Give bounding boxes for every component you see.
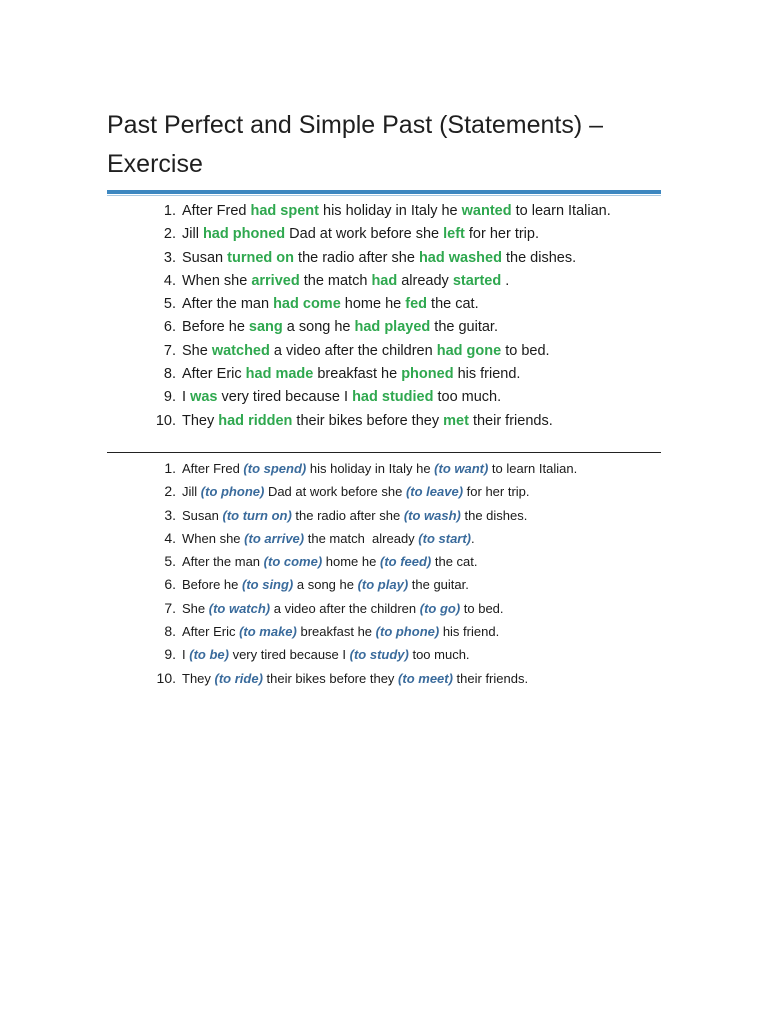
sentence-text: to learn Italian. (488, 461, 578, 476)
sentence-text: After the man (182, 554, 264, 570)
sentence-text: When she (182, 530, 245, 546)
sentence-text: the guitar. (408, 577, 469, 593)
sentence-text: After the man (182, 296, 274, 313)
sentence-text: for her trip. (464, 226, 539, 243)
list-number: 5. (164, 553, 176, 570)
sentence-text: the guitar. (430, 319, 498, 336)
verb-answer: had spent (250, 203, 319, 219)
exercise-item (150, 527, 577, 550)
list-number: 9. (163, 389, 176, 406)
sentence-text: the dishes. (501, 249, 577, 266)
sentence-text: home he (322, 554, 380, 570)
verb-answer: left (443, 226, 465, 243)
sentence-text: the dishes. (460, 507, 528, 523)
list-number: 7. (163, 342, 176, 359)
exercise-item (150, 667, 577, 690)
list-number: 10. (155, 412, 176, 429)
answer-item (150, 223, 611, 246)
sentence-text: Dad at work before she (264, 484, 406, 500)
sentence-text: his friend. (453, 366, 521, 383)
verb-hint: (to sing) (242, 577, 294, 593)
sentence-text: Susan (182, 507, 223, 523)
exercise-item (150, 480, 577, 503)
sentence-text: After Fred (182, 203, 251, 219)
sentence-text: a video after the children (270, 600, 420, 616)
verb-answer: wanted (461, 203, 512, 219)
verb-hint: (to make) (239, 624, 297, 640)
title-underline (107, 190, 661, 194)
sentence-text: She (182, 342, 212, 359)
exercise-item (150, 597, 577, 620)
list-number: 3. (163, 249, 176, 266)
answer-item (150, 386, 611, 409)
sentence-text: the cat. (427, 296, 479, 313)
exercise-item (150, 643, 577, 666)
page-title-line1: Past Perfect and Simple Past (Statements) – (107, 111, 604, 139)
answer-key-list (150, 200, 611, 433)
section-divider (107, 452, 661, 453)
sentence-text: too much. (408, 647, 470, 663)
verb-hint: (to spend) (243, 461, 307, 476)
sentence-text: Jill (182, 226, 203, 243)
sentence-text: She (182, 600, 209, 616)
verb-hint: (to leave) (405, 484, 464, 500)
sentence-text: . (471, 530, 475, 546)
sentence-text: I (182, 389, 191, 406)
verb-hint: (to phone) (375, 624, 440, 640)
sentence-text: his holiday in Italy he (318, 203, 462, 219)
sentence-text: breakfast he (296, 624, 376, 640)
sentence-text: They (182, 412, 219, 429)
sentence-text: his friend. (439, 624, 500, 640)
verb-answer: had played (354, 319, 431, 336)
verb-hint: (to want) (434, 461, 489, 476)
exercise-item (150, 550, 577, 573)
verb-answer: watched (211, 342, 270, 359)
verb-hint: (to meet) (398, 670, 453, 686)
sentence-text: already (397, 272, 453, 289)
sentence-text: their friends. (468, 412, 553, 429)
verb-hint: (to turn on) (222, 507, 292, 523)
verb-hint: (to come) (263, 554, 323, 570)
sentence-text: the match already (304, 530, 419, 546)
list-number: 1. (164, 460, 176, 476)
exercise-item (150, 457, 577, 480)
exercise-item (150, 620, 577, 643)
sentence-text: their bikes before they (262, 670, 399, 686)
answer-item (150, 340, 611, 363)
sentence-text: very tired because I (228, 647, 350, 663)
answer-item (150, 200, 611, 223)
sentence-text: a song he (293, 577, 358, 593)
sentence-text: to bed. (460, 600, 504, 616)
verb-answer: arrived (251, 272, 300, 289)
answer-item (150, 270, 611, 293)
verb-hint: (to feed) (379, 554, 432, 570)
sentence-text: very tired because I (217, 389, 353, 406)
answer-item (150, 293, 611, 316)
list-number: 4. (163, 272, 176, 289)
sentence-text: Susan (182, 249, 228, 266)
exercise-item (150, 573, 577, 596)
list-number: 1. (163, 203, 176, 219)
sentence-text: home he (340, 296, 406, 313)
list-number: 9. (164, 646, 176, 663)
sentence-text: Before he (182, 577, 242, 593)
verb-hint: (to ride) (214, 670, 263, 686)
sentence-text: After Eric (182, 624, 240, 640)
verb-answer: had phoned (202, 226, 286, 243)
sentence-text: the cat. (431, 554, 478, 570)
verb-hint: (to wash) (403, 507, 461, 523)
list-number: 4. (164, 529, 176, 546)
sentence-text: the radio after she (291, 507, 404, 523)
verb-answer: had (371, 272, 398, 289)
sentence-text: Jill (182, 484, 201, 500)
verb-hint: (to watch) (208, 600, 271, 616)
list-number: 2. (163, 226, 176, 243)
title-underline-shadow (107, 195, 661, 196)
verb-answer: had ridden (218, 412, 293, 429)
list-number: 8. (163, 366, 176, 383)
verb-answer: had studied (352, 389, 434, 406)
verb-answer: sang (248, 319, 283, 336)
list-number: 7. (164, 599, 176, 616)
sentence-text: a video after the children (269, 342, 437, 359)
list-number: 5. (163, 296, 176, 313)
sentence-text: After Eric (182, 366, 246, 383)
verb-answer: met (443, 412, 469, 429)
verb-hint: (to study) (349, 647, 409, 663)
list-number: 6. (163, 319, 176, 336)
list-number: 10. (156, 669, 176, 686)
verb-hint: (to be) (189, 647, 229, 663)
sentence-text: After Fred (182, 461, 244, 476)
sentence-text: the radio after she (294, 249, 419, 266)
answer-item (150, 316, 611, 339)
sentence-text: for her trip. (463, 484, 530, 500)
verb-hint: (to play) (357, 577, 409, 593)
answer-item (150, 410, 611, 433)
sentence-text: their bikes before they (292, 412, 444, 429)
sentence-text: to learn Italian. (511, 203, 611, 219)
sentence-text: When she (182, 272, 252, 289)
sentence-text: They (182, 670, 215, 686)
sentence-text: I (182, 647, 190, 663)
verb-answer: turned on (227, 249, 295, 266)
verb-answer: started (452, 272, 502, 289)
sentence-text: . (501, 272, 510, 289)
list-number: 8. (164, 623, 176, 640)
verb-answer: fed (405, 296, 428, 313)
answer-item (150, 247, 611, 270)
page-title (107, 106, 667, 184)
answer-item (150, 363, 611, 386)
verb-answer: had made (245, 366, 314, 383)
verb-answer: was (190, 389, 218, 406)
verb-hint: (to arrive) (244, 530, 305, 546)
sentence-text: a song he (282, 319, 355, 336)
sentence-text: his holiday in Italy he (306, 461, 435, 476)
verb-hint: (to go) (419, 600, 461, 616)
verb-hint: (to phone) (200, 484, 265, 500)
sentence-text: breakfast he (313, 366, 402, 383)
list-number: 6. (164, 576, 176, 593)
page-title-line2: Exercise (107, 150, 203, 178)
sentence-text: the match (299, 272, 372, 289)
sentence-text: their friends. (452, 670, 529, 686)
verb-answer: had washed (418, 249, 502, 266)
sentence-text: to bed. (501, 342, 550, 359)
verb-answer: had come (273, 296, 341, 313)
verb-answer: had gone (436, 342, 502, 359)
sentence-text: Dad at work before she (285, 226, 444, 243)
sentence-text: too much. (433, 389, 502, 406)
exercise-item (150, 504, 577, 527)
verb-answer: phoned (401, 366, 454, 383)
list-number: 3. (164, 506, 176, 523)
verb-hint: (to start) (418, 530, 472, 546)
list-number: 2. (164, 483, 176, 500)
sentence-text: Before he (182, 319, 249, 336)
exercise-list (150, 457, 577, 690)
